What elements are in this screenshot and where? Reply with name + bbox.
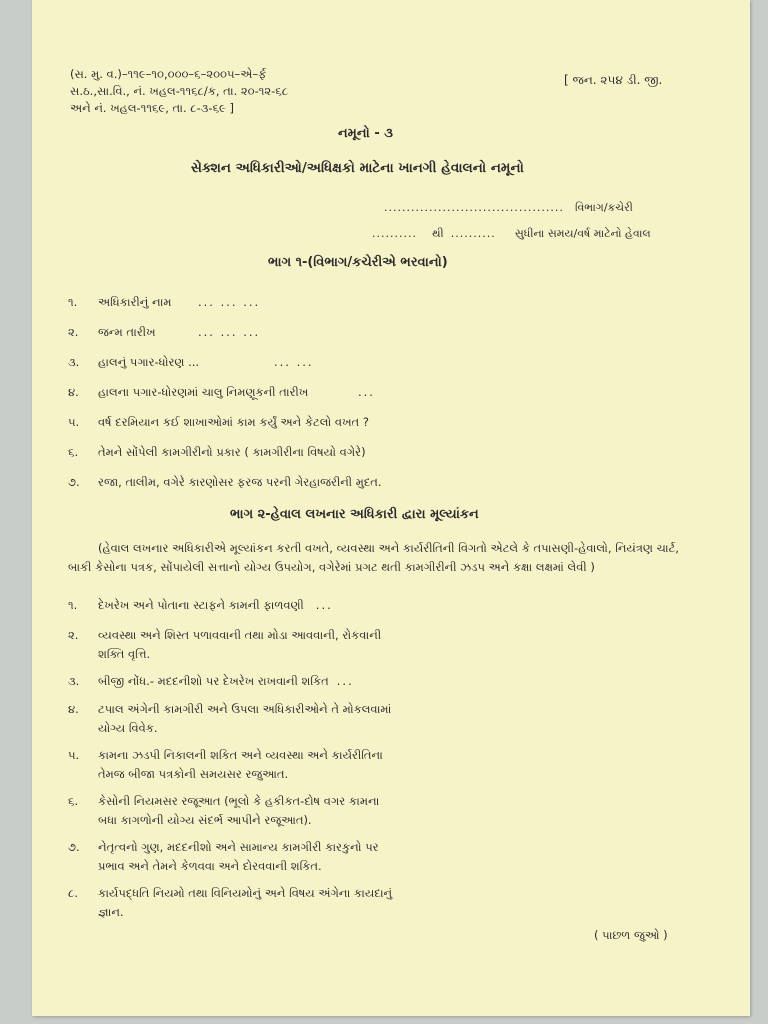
part2-item: ૨. વ્યવસ્થા અને શિસ્ત પળાવવાની તથા મોડા આવવાની, રોકવાની શક્તિ વૃત્તિ. — [68, 628, 382, 661]
part1-item: ૪. હાલના પગાર-ધોરણમાં ચાલુ નિમણૂકની તારીખ ... — [68, 385, 375, 399]
period-to-blank: .......... — [450, 227, 496, 240]
part2-item: ૪. ટપાલ અંગેની કામગીરી અને ઉપલા અધિકારીઓને તે મોકલવામાં યોગ્ય વિવેક. — [68, 702, 392, 735]
part2-item: ૫. કામના ઝડપી નિકાલની શકિત અને વ્યવસ્થા અને કાર્યરીતિના તેમજ બીજા પત્રકોની સમયસર રજુઆત. — [68, 748, 383, 781]
form-number: નમૂનો - ૩ — [338, 126, 393, 141]
part2-item: ૬. કેસોની નિયમસર રજૂઆત (ભૂલો કે હકીકત-દોષ વગર કામના બધા કાગળોની યોગ્ય સંદર્ભ આપીને રજૂઆત). — [68, 794, 380, 827]
form-title: સેક્શન અધિકારીઓ/અધિક્ષકો માટેના ખાનગી હેવાલનો નમૂનો — [191, 160, 524, 176]
part2-item: ૩. બીજી નોંધ.- મદદનીશો પર દેખરેખ રાખવાની શકિત ... — [68, 674, 354, 688]
period-label: સુધીના સમય/વર્ષ માટેનો હેવાલ — [514, 227, 651, 240]
form-code: [ જન. ૨૫૪ ડી. જી. — [564, 73, 663, 87]
part2-item: ૭. નેતૃત્વનો ગુણ, મદદનીશો અને સામાન્ય કામગીરી કારકુનો પર પ્રભાવ અને તેમને કેળવવા અને દોરવવાની શકિત. — [68, 840, 379, 873]
part1-heading: ભાગ ૧-(વિભાગ/કચેરીએ ભરવાનો) — [268, 255, 448, 270]
part1-item: ૬. તેમને સોંપેલી કામગીરીનો પ્રકાર ( કામગીરીના વિષયો વગેરે) — [68, 445, 366, 459]
header-line-1: (સ. મુ. વ.)–૧૧૯–૧૦,૦૦૦–૬–૨૦૦૫–એ–ર્ફ — [70, 67, 267, 81]
header-line-3: અને નં. ખહલ-૧૧૬૯, તા. ૮-૩-૬૯ ] — [70, 101, 234, 115]
part1-item: ૨. જન્મ તારીખ ... ... ... — [68, 325, 261, 339]
header-line-2: સ.ઠ.,સા.વિ., નં. ખહલ-૧૧૬૮/ક, તા. ૨૦-૧૨-૬૮ — [70, 84, 289, 98]
instructions-line-1: (હેવાલ લખનાર અધિકારીએ મૂલ્યાંકન કરતી વખતે, વ્યવસ્થા અને કાર્યરીતિની વિગતો એટલે કે તપાસણી-હેવાલો, નિયંત્રણ ચાર્ટ, — [98, 541, 679, 555]
part2-item: ૧. દેખરેખ અને પોતાના સ્ટાફને કામની ફાળવણી ... — [68, 598, 333, 612]
period-line — [372, 222, 651, 241]
turn-over-note: ( પાછળ જુઓ ) — [594, 928, 668, 942]
period-from-word: થી — [432, 227, 444, 240]
part1-item: ૩. હાલનું પગાર-ધોરણ ... ... ... — [68, 355, 314, 369]
department-blank: ........................................ — [384, 201, 564, 214]
header-reference — [70, 66, 288, 117]
part1-item: ૧. અધિકારીનું નામ ... ... ... — [68, 295, 261, 309]
part1-item: ૫. વર્ષ દરમિયાન કઈ શાખાઓમાં કામ કર્યું અને કેટલો વખત ? — [68, 415, 369, 429]
part1-item: ૭. રજા, તાલીમ, વગેરે કારણોસર ફરજ પરની ગેરહાજરીની મુદત. — [68, 475, 382, 489]
part2-heading: ભાગ ૨-હેવાલ લખનાર અધિકારી દ્વારા મૂલ્યાંકન — [230, 507, 479, 522]
part1-list — [68, 292, 382, 502]
part2-item: ૮. કાર્યપદ્ધતિ નિયમો તથા વિનિયમોનું અને વિષય અંગેના કાયદાનું જ્ઞાન. — [68, 886, 393, 919]
part2-instructions — [68, 539, 728, 577]
period-from-blank: .......... — [372, 227, 417, 240]
form-page — [32, 0, 750, 1016]
department-label: વિભાગ/કચેરી — [574, 201, 633, 214]
department-line — [384, 196, 633, 215]
part2-list — [68, 596, 398, 930]
instructions-line-2: બાકી કેસોના પત્રક, સોંપાયેલી સત્તાનો યોગ્ય ઉપયોગ, વગેરેમાં પ્રગટ થતી કામગીરીની ઝડપ અને કક્ષા લક્ષમાં લેવી ) — [68, 560, 595, 574]
